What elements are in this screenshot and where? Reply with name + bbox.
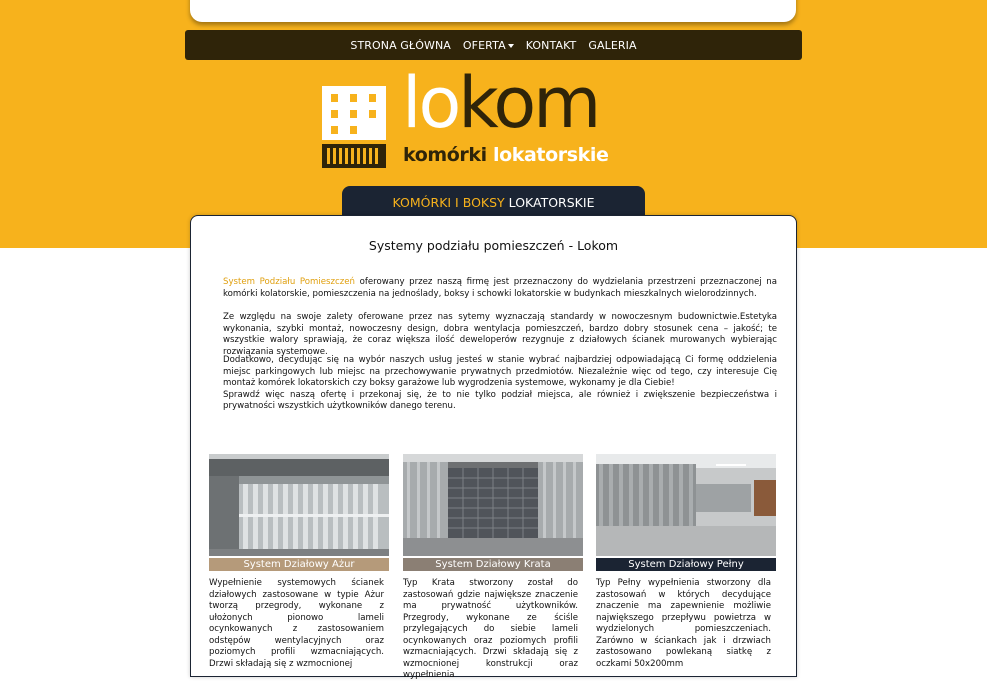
main-navbar [185, 30, 802, 60]
top-card [190, 0, 796, 22]
building-logo-icon [322, 86, 386, 168]
intro-link[interactable]: System Podziału Pomieszczeń [223, 277, 355, 287]
product-caption-azur[interactable]: System Działowy Ażur [209, 558, 389, 571]
paragraph-3a-text: Dodatkowo, decydując się na wybór naszych usług jesteś w stanie wybrać najbardziej odpowiadającą Ci formę oddzielenia miejsc parkingowych lub miejsc na przechowywanie prywatnych przedmiotów. Niezależnie więc od tego, czy interesuje Cię montaż komórek lokatorskich czy boksy garażowe lub wygrodzenia systemowe, wykonamy je dla Ciebie! [223, 355, 777, 388]
logo-wordmark [402, 62, 599, 144]
product-caption-pelny[interactable]: System Działowy Pełny [596, 558, 776, 571]
logo-word-light: lo [402, 62, 459, 144]
content-card [190, 215, 797, 680]
paragraph-2-text: Ze względu na swoje zalety oferowane przez nas sytemy wyznaczają standardy w nowoczesnym budownictwie.Estetyka wykonania, szybki montaż, nowoczesny design, dobra wentylacja pomieszczeń, bardzo dobry stosunek cena – jakość; te wszystkie walory sprawiają, że coraz większa ilość deweloperów rezygnuje z działowych ścianek murowanych wybierając rozwiązania systemowe. [223, 312, 777, 357]
product-image-azur [209, 454, 389, 556]
nav-item-home[interactable]: STRONA GŁÓWNA [350, 38, 451, 52]
product-desc-azur: Wypełnienie systemowych ścianek działowych zastosowane w typie Ażur tworzą przegrody, wykonane z ułożonych pionowo lameli ocynkowanych z zastosowaniem odstępów wentylacyjnych oraz poziomych profili wzmacniających. Drzwi składają się z wzmocnionej [209, 578, 384, 669]
page-title: Systemy podziału pomieszczeń - Lokom [368, 238, 619, 253]
section-tab-header [342, 186, 645, 218]
logo-word-dark: kom [458, 62, 599, 144]
paragraph-3b-text: Sprawdź więc naszą ofertę i przekonaj się, że to nie tylko podział miejsca, ale również i zwiększenie bezpieczeństwa i prywatności wszystkich użytkowników danego terenu. [223, 389, 777, 411]
paragraph-3 [223, 355, 777, 413]
nav-item-contact[interactable]: KONTAKT [525, 38, 577, 52]
tab-highlight-text: KOMÓRKI I BOKSY [392, 194, 505, 210]
tab-rest-text: LOKATORSKIE [508, 194, 595, 210]
intro-text: oferowany przez naszą firmę jest przeznaczony do wydzielania przestrzeni przeznaczonej na komórki kolatorskie, pomieszczenia na jednoślady, boksy i schowki lokatorskie w budynkach mieszkalnych wielorodzinnych. [223, 277, 777, 299]
product-desc-krata: Typ Krata stworzony został do zastosowań gdzie największe znaczenie ma prywatność użytkowników. Przegrody, wykonane ze ściśle przylegających do siebie lameli ocynkowanych oraz poziomych profili wzmacniających. Drzwi składają się z wzmocnionej konstrukcji oraz wypełnienia [403, 578, 578, 680]
product-image-pelny [596, 454, 776, 556]
logo-tagline-light: lokatorskie [492, 144, 609, 166]
lokom-logo[interactable] [322, 62, 658, 168]
paragraph-2 [223, 312, 777, 358]
product-caption-krata[interactable]: System Działowy Krata [403, 558, 583, 571]
product-image-krata [403, 454, 583, 556]
product-desc-pelny: Typ Pełny wypełnienia stworzony dla zastosowań w których decydujące znaczenie ma zapewnienie możliwie największego przepływu powietrza w wydzielonych pomieszczeniach. Zarówno w ściankach jak i drzwiach zastosowano powlekaną siatkę z oczkami 50x200mm [596, 578, 771, 669]
logo-tagline-dark: komórki [403, 144, 487, 166]
nav-item-gallery[interactable]: GALERIA [588, 38, 637, 52]
intro-paragraph [223, 277, 777, 300]
caret-down-icon [508, 44, 514, 48]
logo-tagline [403, 144, 608, 166]
nav-item-offer[interactable] [463, 39, 514, 52]
nav-item-offer-label: OFERTA [462, 38, 506, 52]
